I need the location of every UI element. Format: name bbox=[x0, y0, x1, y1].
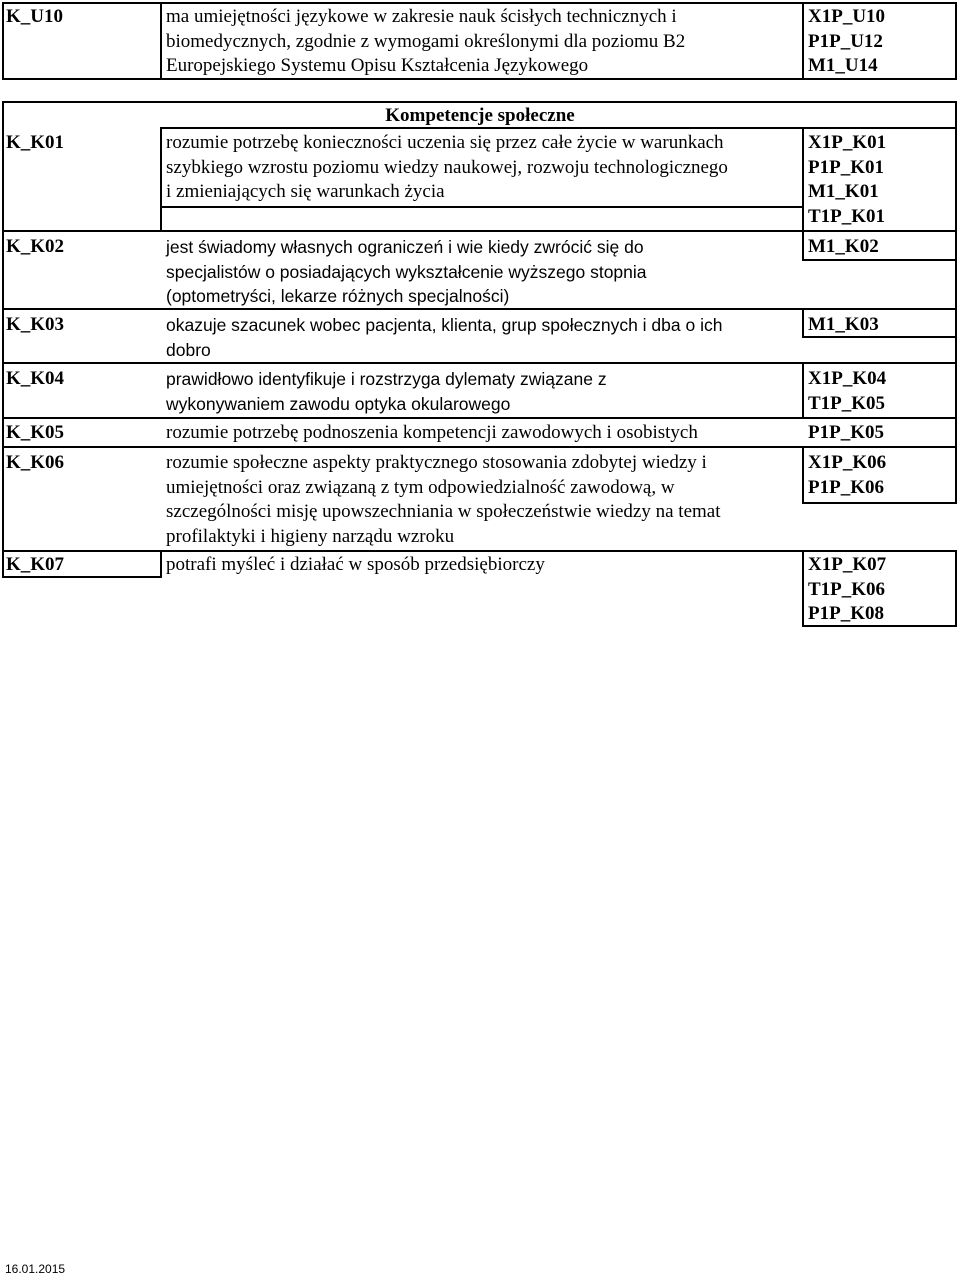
row-ref: M1_K02 bbox=[808, 236, 879, 257]
row-desc-line: umiejętności oraz związaną z tym odpowiedzialność zawodową, w bbox=[166, 476, 675, 498]
row-desc-line: dobro bbox=[166, 339, 211, 360]
row-code-k-k02: K_K02 bbox=[6, 236, 65, 257]
row-desc-line: szczególności misję upowszechniania w społeczeństwie wiedzy na temat bbox=[166, 501, 721, 522]
row-ref: X1P_K04 bbox=[808, 368, 887, 389]
row-ref: X1P_U10 bbox=[808, 6, 886, 27]
row-ref: T1P_K01 bbox=[808, 205, 886, 227]
row-ref: P1P_K06 bbox=[808, 476, 884, 498]
row-ref: X1P_K07 bbox=[808, 554, 887, 575]
row-desc-line: rozumie społeczne aspekty praktycznego stosowania zdobytej wiedzy i bbox=[166, 452, 707, 473]
row-desc-line: Europejskiego Systemu Opisu Kształcenia Językowego bbox=[166, 55, 589, 76]
row-desc-line: profilaktyki i higieny narządu wzroku bbox=[166, 525, 455, 547]
row-ref: P1P_K05 bbox=[808, 422, 884, 443]
section-header: Kompetencje społeczne bbox=[385, 105, 575, 126]
row-ref: P1P_K01 bbox=[808, 156, 884, 178]
row-desc-line: prawidłowo identyfikuje i rozstrzyga dylematy związane z bbox=[166, 369, 607, 389]
row-ref: P1P_U12 bbox=[808, 30, 883, 52]
footer-date: 16.01.2015 bbox=[5, 1262, 66, 1276]
row-desc-line: biomedycznych, zgodnie z wymogami określonymi dla poziomu B2 bbox=[166, 30, 686, 52]
row-desc-line: okazuje szacunek wobec pacjenta, klienta, grup społecznych i dba o ich bbox=[166, 315, 723, 335]
row-ref: P1P_K08 bbox=[808, 603, 884, 624]
row-desc-line: (optometryści, lekarze różnych specjalności) bbox=[166, 286, 510, 306]
row-code-k-k03: K_K03 bbox=[6, 314, 65, 335]
row-code-k-k05: K_K05 bbox=[6, 422, 65, 443]
row-ref: X1P_K01 bbox=[808, 132, 887, 153]
row-ref: M1_K01 bbox=[808, 181, 879, 202]
row-desc-line: rozumie potrzebę podnoszenia kompetencji zawodowych i osobistych bbox=[166, 422, 698, 443]
row-desc-line: wykonywaniem zawodu optyka okularowego bbox=[166, 393, 511, 414]
row-desc-line: ma umiejętności językowe w zakresie nauk ścisłych technicznych i bbox=[166, 6, 677, 27]
row-code-k-u10: K_U10 bbox=[6, 6, 63, 27]
row-desc-line: potrafi myśleć i działać w sposób przedsiębiorczy bbox=[166, 554, 545, 575]
row-code-k-k01: K_K01 bbox=[6, 132, 65, 153]
row-code-k-k06: K_K06 bbox=[6, 452, 65, 473]
row-ref: M1_K03 bbox=[808, 314, 879, 335]
row-ref: T1P_K05 bbox=[808, 392, 886, 414]
row-ref: T1P_K06 bbox=[808, 578, 886, 600]
row-desc-line: specjalistów o posiadających wykształcenie wyższego stopnia bbox=[166, 261, 647, 282]
row-code-k-k07: K_K07 bbox=[6, 554, 65, 575]
row-code-k-k04: K_K04 bbox=[6, 368, 65, 389]
row-ref: M1_U14 bbox=[808, 55, 878, 76]
row-desc-line: i zmieniających się warunkach życia bbox=[166, 181, 445, 202]
row-desc-line: jest świadomy własnych ograniczeń i wie kiedy zwrócić się do bbox=[166, 237, 644, 257]
row-ref: X1P_K06 bbox=[808, 452, 887, 473]
row-desc-line: rozumie potrzebę konieczności uczenia się przez całe życie w warunkach bbox=[166, 132, 724, 153]
row-desc-line: szybkiego wzrostu poziomu wiedzy naukowej, rozwoju technologicznego bbox=[166, 156, 728, 178]
